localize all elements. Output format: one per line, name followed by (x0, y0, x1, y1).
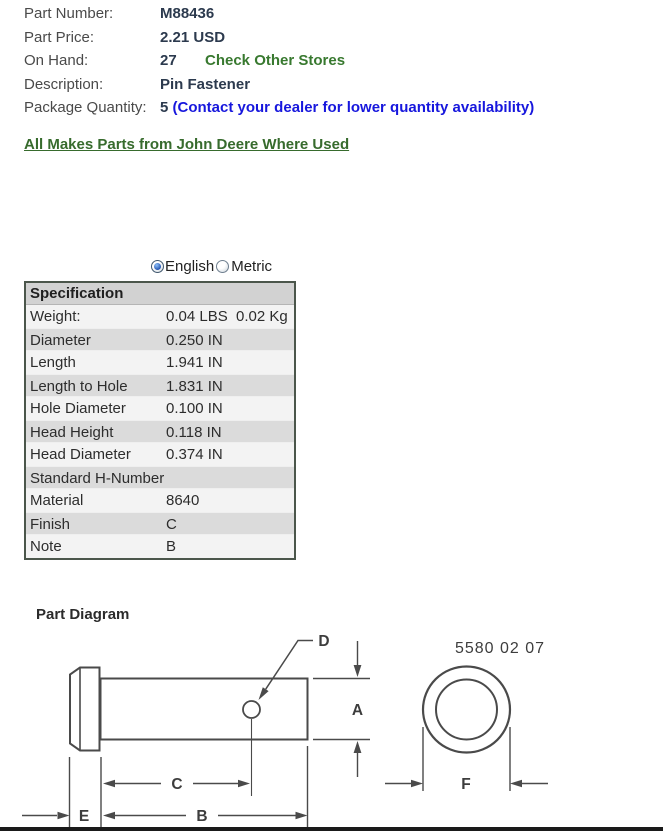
spec-row-material (26, 489, 294, 512)
part-price-row (24, 26, 534, 50)
pin-end-view (423, 667, 510, 753)
specification-table-title: Specification (26, 283, 294, 305)
specification-table-body (26, 305, 294, 558)
spec-label: Weight: (30, 308, 81, 325)
check-other-stores-link[interactable]: Check Other Stores (205, 52, 346, 69)
specification-table (24, 281, 296, 560)
spec-value: 1.831 IN (166, 378, 223, 395)
dim-f-label: F (461, 776, 471, 793)
spec-value: 0.118 IN (166, 424, 222, 441)
package-quantity-label: Package Quantity: (24, 99, 147, 116)
package-quantity-value: 5 (160, 99, 169, 116)
part-number-value: M88436 (160, 5, 215, 22)
part-number-row (24, 2, 534, 26)
package-quantity-row (24, 96, 534, 120)
spec-value: 8640 (166, 492, 200, 509)
on-hand-label: On Hand: (24, 52, 89, 69)
spec-label: Hole Diameter (30, 400, 126, 417)
drawing-number: 5580 02 07 (454, 640, 546, 657)
dim-d-label: D (318, 633, 330, 650)
spec-value: B (166, 538, 177, 555)
part-price-label: Part Price: (24, 28, 95, 46)
unit-toggle-group (151, 258, 274, 275)
english-radio[interactable] (151, 260, 164, 273)
spec-row-hole-diameter (26, 397, 294, 420)
spec-label: Head Height (30, 424, 114, 441)
spec-row-head-diameter (26, 443, 294, 466)
spec-label: Standard H-Number (30, 470, 165, 487)
package-quantity-note: (Contact your dealer for lower quantity availability) (172, 99, 535, 116)
extension-lines (70, 746, 308, 829)
spec-value: 0.04 LBS 0.02 Kg (166, 308, 288, 325)
spec-row-diameter (26, 328, 294, 351)
metric-radio-label[interactable]: Metric (231, 258, 273, 275)
spec-value (166, 467, 294, 488)
pin-body (101, 679, 308, 740)
spec-value: 0.100 IN (166, 400, 223, 417)
dim-e-label: E (78, 808, 90, 825)
part-diagram-drawing (0, 626, 663, 836)
dim-e-arrow (58, 812, 70, 820)
spec-row-standard-h-number (26, 466, 294, 489)
part-diagram-title: Part Diagram (36, 606, 130, 623)
spec-label: Finish (30, 516, 71, 533)
spec-value: 0.374 IN (166, 446, 223, 463)
where-used-link[interactable]: All Makes Parts from John Deere Where Used (24, 136, 350, 153)
dim-f-arrow-right (510, 780, 522, 788)
spec-value: 1.941 IN (166, 354, 223, 371)
part-price-value: 2.21 USD (160, 28, 226, 46)
dim-a-label: A (351, 702, 364, 719)
spec-value: C (166, 516, 177, 533)
dim-a-arrow-top (354, 665, 362, 677)
spec-row-finish (26, 512, 294, 535)
spec-row-length (26, 351, 294, 374)
pin-hole (243, 701, 260, 718)
spec-row-note (26, 535, 294, 558)
part-info-panel (24, 2, 534, 120)
spec-label: Diameter (30, 332, 91, 349)
end-view-inner-circle (436, 680, 497, 740)
spec-label: Length to Hole (30, 378, 128, 395)
pin-head (70, 668, 100, 751)
english-radio-label[interactable]: English (165, 258, 215, 275)
dim-f-arrow-left (411, 780, 423, 788)
dim-b-arrow-right (296, 812, 308, 820)
spec-label: Note (30, 538, 62, 555)
description-row (24, 73, 534, 97)
description-value: Pin Fastener (160, 75, 251, 93)
dim-c-arrow-right (238, 780, 250, 788)
spec-label: Head Diameter (30, 446, 131, 463)
spec-row-length-to-hole (26, 374, 294, 397)
dim-a-arrow-bottom (354, 741, 362, 753)
metric-radio[interactable] (216, 260, 229, 273)
description-label: Description: (24, 75, 104, 93)
on-hand-value: 27 (160, 52, 177, 69)
spec-label: Length (30, 354, 76, 371)
dim-b-arrow-left (103, 812, 115, 820)
dim-c-label: C (171, 776, 183, 793)
dim-b-label: B (196, 808, 208, 825)
dim-e (22, 812, 70, 820)
spec-row-head-height (26, 420, 294, 443)
bottom-divider (0, 827, 663, 831)
part-number-label: Part Number: (24, 5, 114, 22)
spec-value: 0.250 IN (166, 332, 223, 349)
dim-c-arrow-left (103, 780, 115, 788)
on-hand-row (24, 49, 534, 73)
spec-row-weight (26, 305, 294, 328)
spec-label: Material (30, 492, 84, 509)
